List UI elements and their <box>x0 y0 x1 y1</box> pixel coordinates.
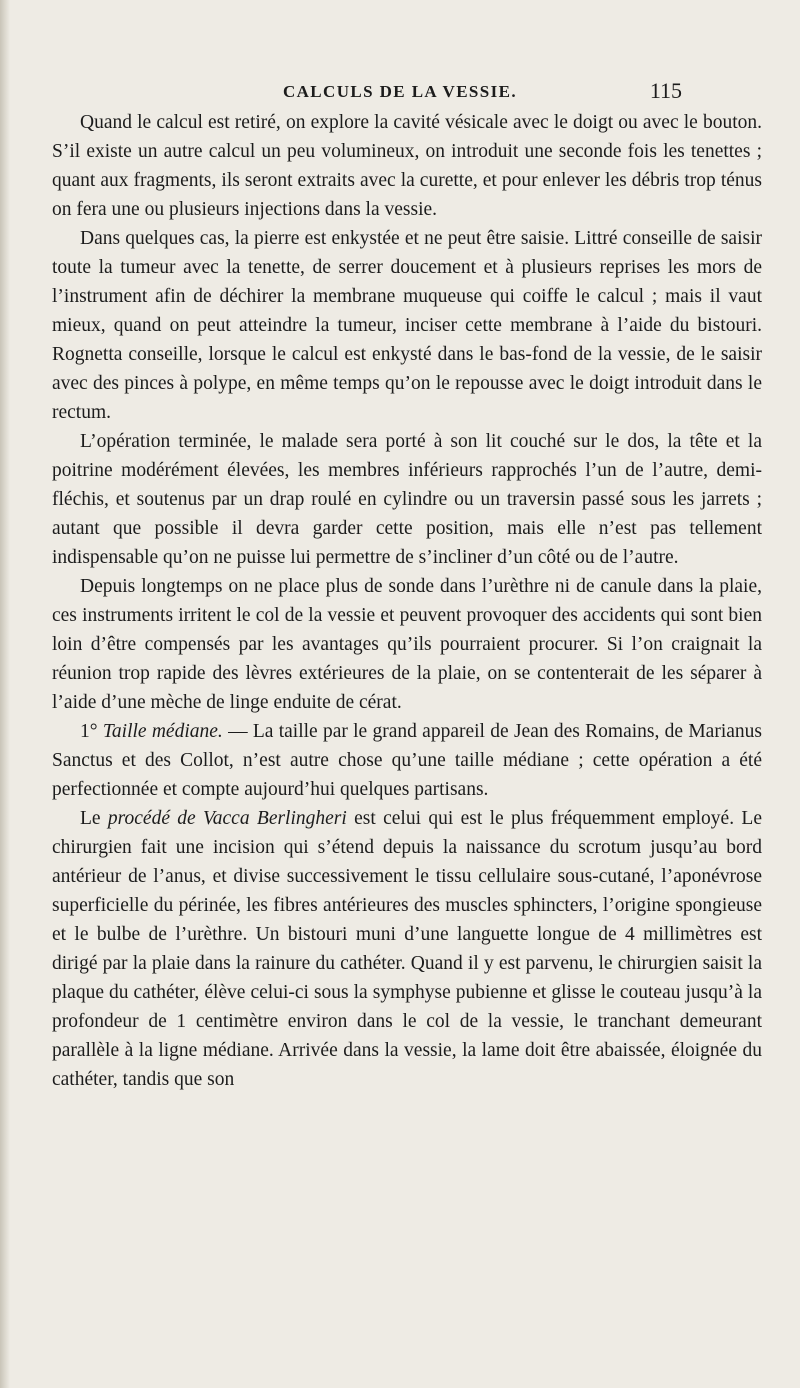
paragraph-taille-mediane <box>52 717 762 804</box>
paragraph-lead: Le <box>80 808 108 829</box>
section-heading-taille-mediane: Taille médiane. <box>102 721 223 742</box>
running-title: CALCULS DE LA VESSIE. <box>282 82 518 101</box>
paragraph-operation-terminee: L’opération terminée, le malade sera porté à son lit couché sur le dos, la tête et la poitrine modérément élevées, les membres inférieurs rapprochés l’un de l’autre, demi-fléchis, et soutenus par un drap roulé en cylindre ou un traversin passé sous les jarrets ; autant que possible il devra garder cette position, mais elle n’est pas tellement indispensable qu’on ne puisse lui permettre de s’incliner d’un côté ou de l’autre. <box>52 431 762 568</box>
procedure-name-vacca-berlingheri: procédé de Vacca Berlingheri <box>107 808 347 829</box>
paragraph-calcul-retire: Quand le calcul est retiré, on explore la cavité vésicale avec le doigt ou avec le bouton. S’il existe un autre calcul un peu volumineux, on introduit une seconde fois les tenettes ; quant aux fragments, ils seront extraits avec la curette, et pour enlever les débris trop ténus on fera une ou plusieurs injections dans la vessie. <box>52 112 762 220</box>
paragraph-body: est celui qui est le plus fréquemment employé. Le chirurgien fait une incision qui s’étend depuis la naissance du scrotum jusqu’au bord antérieur de l’anus, et divise successivement le tissu cellulaire sous-cutané, l’aponévrose superficielle du périnée, les fibres antérieures des muscles sphincters, l’origine spongieuse et le bulbe de l’urèthre. Un bistouri muni d’une languette longue de 4 millimètres est dirigé par la plaie dans la rainure du cathéter. Quand il y est parvenu, le chirurgien saisit la plaque du cathéter, élève celui-ci sous la symphyse pubienne et glisse le couteau jusqu’à la profondeur de 1 centimètre environ dans le col de la vessie, le tranchant demeurant parallèle à la ligne médiane. Arrivée dans la vessie, la lame doit être abaissée, éloignée du cathéter, tandis que son <box>52 808 762 1090</box>
paragraph-procede-vacca <box>52 804 762 1094</box>
page-header <box>0 78 800 108</box>
page-number: 115 <box>649 78 682 103</box>
paragraph-lead: 1° <box>80 721 103 742</box>
body-text <box>52 108 762 1094</box>
paragraph-pierre-enkystee: Dans quelques cas, la pierre est enkystée et ne peut être saisie. Littré conseille de saisir toute la tumeur avec la tenette, de serrer doucement et à plusieurs reprises les mors de l’instrument afin de déchirer la membrane muqueuse qui coiffe le calcul ; mais il vaut mieux, quand on peut atteindre la tumeur, inciser cette membrane à l’aide du bistouri. Rognetta conseille, lorsque le calcul est enkysté dans le bas-fond de la vessie, de le saisir avec des pinces à polype, en même temps qu’on le repousse avec le doigt introduit dans le rectum. <box>52 228 762 423</box>
paragraph-sonde-canule: Depuis longtemps on ne place plus de sonde dans l’urèthre ni de canule dans la plaie, ces instruments irritent le col de la vessie et peuvent provoquer des accidents qui sont bien loin d’être compensés par les avantages qu’ils pourraient procurer. Si l’on craignait la réunion trop rapide des lèvres extérieures de la plaie, on se contenterait de les séparer à l’aide d’une mèche de linge enduite de cérat. <box>52 576 762 713</box>
paragraph-body: — La taille par le grand appareil de Jean des Romains, de Marianus Sanctus et des Collot, n’est autre chose qu’une taille médiane ; cette opération a été perfectionnée et compte aujourd’hui quelques partisans. <box>52 721 762 800</box>
page-edge-shadow <box>0 0 10 1388</box>
